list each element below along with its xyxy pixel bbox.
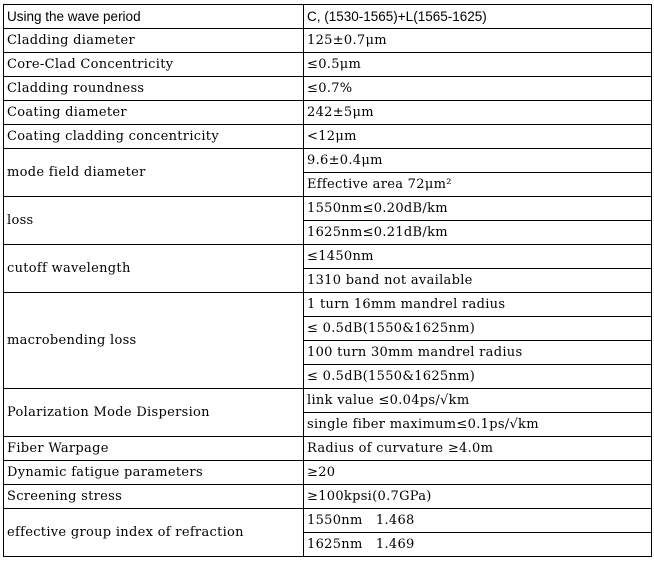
row-value: 1 turn 16mm mandrel radius <box>304 293 652 317</box>
row-value: 125±0.7μm <box>304 29 652 53</box>
row-label: Cladding diameter <box>4 29 304 53</box>
row-value: Effective area 72μm² <box>304 173 652 197</box>
table-row <box>4 29 652 53</box>
row-label: Polarization Mode Dispersion <box>4 389 304 437</box>
row-label: Coating cladding concentricity <box>4 125 304 149</box>
row-label: macrobending loss <box>4 293 304 389</box>
table-row <box>4 77 652 101</box>
row-value: single fiber maximum≤0.1ps/√km <box>304 413 652 437</box>
table-row <box>4 53 652 77</box>
row-value: 1550nm 1.468 <box>304 509 652 533</box>
row-value: link value ≤0.04ps/√km <box>304 389 652 413</box>
row-value: ≥20 <box>304 461 652 485</box>
table-row <box>4 509 652 533</box>
table-row <box>4 125 652 149</box>
row-value: 100 turn 30mm mandrel radius <box>304 341 652 365</box>
row-label: effective group index of refraction <box>4 509 304 557</box>
row-value: <12μm <box>304 125 652 149</box>
row-label: Using the wave period <box>4 5 304 29</box>
row-value: Radius of curvature ≥4.0m <box>304 437 652 461</box>
row-value: ≤ 0.5dB(1550&1625nm) <box>304 317 652 341</box>
row-value: 1625nm≤0.21dB/km <box>304 221 652 245</box>
row-value: 1310 band not available <box>304 269 652 293</box>
table-row <box>4 245 652 269</box>
row-value: ≤0.5μm <box>304 53 652 77</box>
row-value: 242±5μm <box>304 101 652 125</box>
table-row <box>4 5 652 29</box>
table-row <box>4 293 652 317</box>
table-row <box>4 197 652 221</box>
fiber-spec-table <box>3 4 652 557</box>
row-label: Cladding roundness <box>4 77 304 101</box>
row-value: ≤ 0.5dB(1550&1625nm) <box>304 365 652 389</box>
row-value: 1550nm≤0.20dB/km <box>304 197 652 221</box>
row-value: 1625nm 1.469 <box>304 533 652 557</box>
table-row <box>4 461 652 485</box>
row-value: ≤1450nm <box>304 245 652 269</box>
row-value: C, (1530-1565)+L(1565-1625) <box>304 5 652 29</box>
table-row <box>4 485 652 509</box>
table-row <box>4 437 652 461</box>
row-label: loss <box>4 197 304 245</box>
row-value: 9.6±0.4μm <box>304 149 652 173</box>
row-label: Fiber Warpage <box>4 437 304 461</box>
table-row <box>4 389 652 413</box>
row-label: Coating diameter <box>4 101 304 125</box>
row-label: cutoff wavelength <box>4 245 304 293</box>
row-value: ≥100kpsi(0.7GPa) <box>304 485 652 509</box>
row-label: mode field diameter <box>4 149 304 197</box>
row-value: ≤0.7% <box>304 77 652 101</box>
table-row <box>4 101 652 125</box>
row-label: Dynamic fatigue parameters <box>4 461 304 485</box>
row-label: Screening stress <box>4 485 304 509</box>
table-row <box>4 149 652 173</box>
spec-table-body <box>4 5 652 557</box>
row-label: Core-Clad Concentricity <box>4 53 304 77</box>
